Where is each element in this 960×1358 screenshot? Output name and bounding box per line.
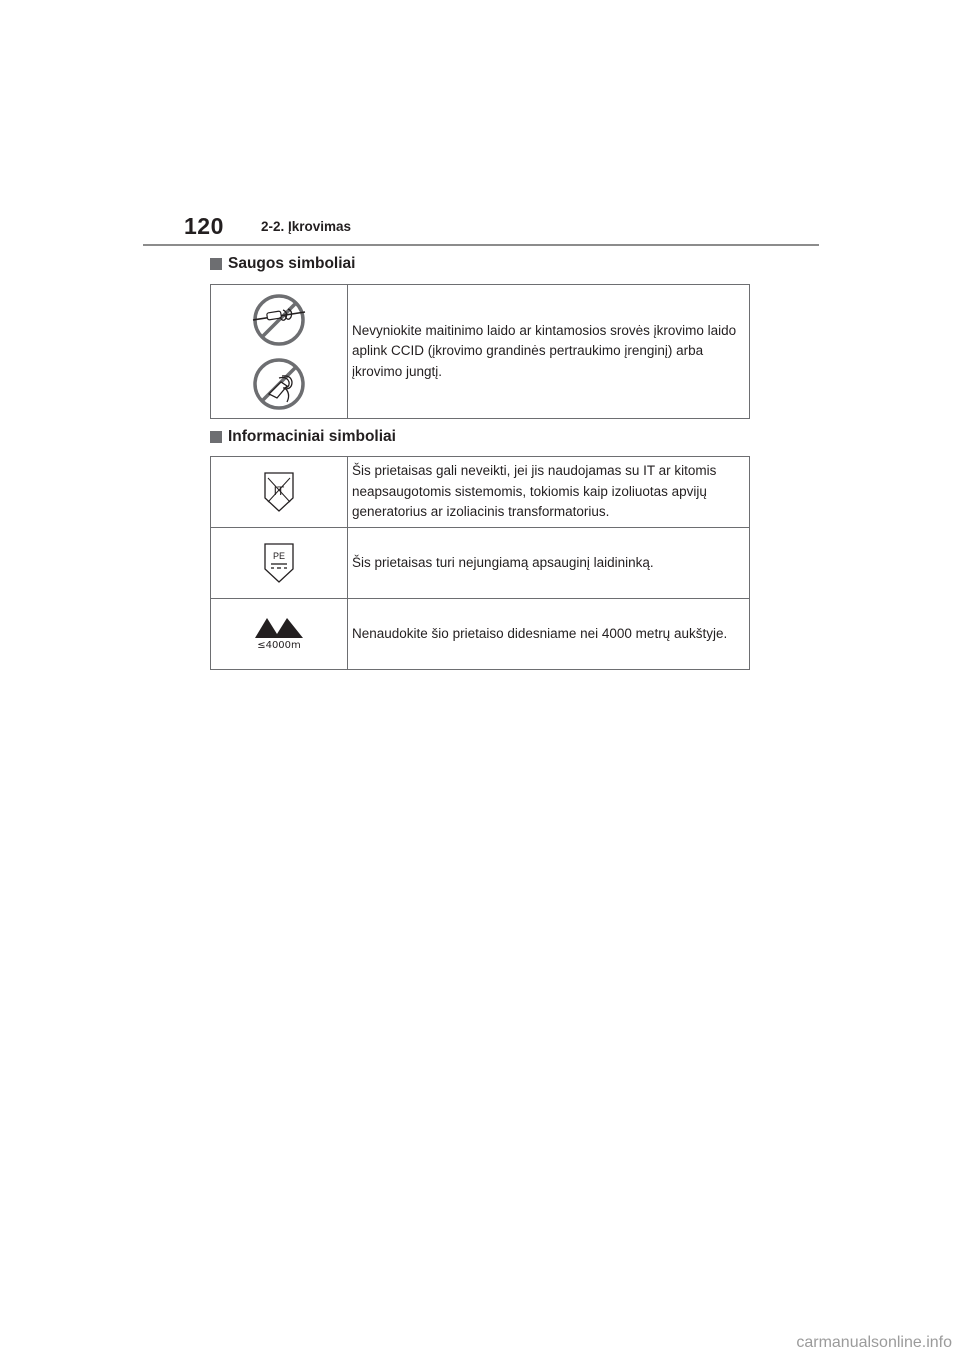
icon-cell (211, 599, 348, 670)
pe-conductor-shield-icon (262, 541, 296, 585)
header-divider (143, 244, 819, 246)
safety-heading (210, 255, 355, 273)
info-row-text: Šis prietaisas turi nejungiamą apsauginį laidininką. (348, 528, 750, 599)
table-row (211, 457, 750, 528)
info-row-text: Nenaudokite šio prietaiso didesniame nei 4000 metrų aukštyje. (348, 599, 750, 670)
chapter-title: 2-2. Įkrovimas (261, 219, 352, 234)
altitude-mountain-icon (255, 617, 303, 639)
info-heading-text: Informaciniai simboliai (228, 428, 396, 445)
watermark-logo: carmanualsonline.info (796, 1334, 952, 1351)
pe-label: PE (272, 551, 286, 561)
safety-row-text: Nevyniokite maitinimo laido ar kintamosios srovės įkrovimo laido aplink CCID (įkrovimo grandinės pertraukimo įrenginį) arba įkrovimo jungtį. (348, 285, 750, 419)
icon-cell (211, 528, 348, 599)
altitude-label: ≤4000m (257, 640, 301, 651)
it-system-crossed-shield-icon (262, 470, 296, 514)
page-number: 120 (184, 213, 224, 239)
icon-cell (211, 285, 348, 419)
table-row (211, 528, 750, 599)
bullet-square-icon (210, 431, 222, 443)
safety-heading-text: Saugos simboliai (228, 255, 356, 272)
it-label: IT (273, 484, 285, 498)
bullet-square-icon (210, 258, 222, 270)
table-row (211, 599, 750, 670)
info-symbols-table (210, 456, 750, 670)
info-heading (210, 428, 396, 446)
icon-cell (211, 457, 348, 528)
table-row (211, 285, 750, 419)
no-cable-wrap-ccid-icon (249, 290, 309, 350)
no-cable-wrap-connector-icon (249, 354, 309, 414)
info-row-text: Šis prietaisas gali neveikti, jei jis naudojamas su IT ar kitomis neapsaugotomis sistemomis, tokiomis kaip izoliuotas apvijų generatorius ar izoliacinis transformatorius. (348, 457, 750, 528)
safety-symbols-table (210, 284, 750, 419)
